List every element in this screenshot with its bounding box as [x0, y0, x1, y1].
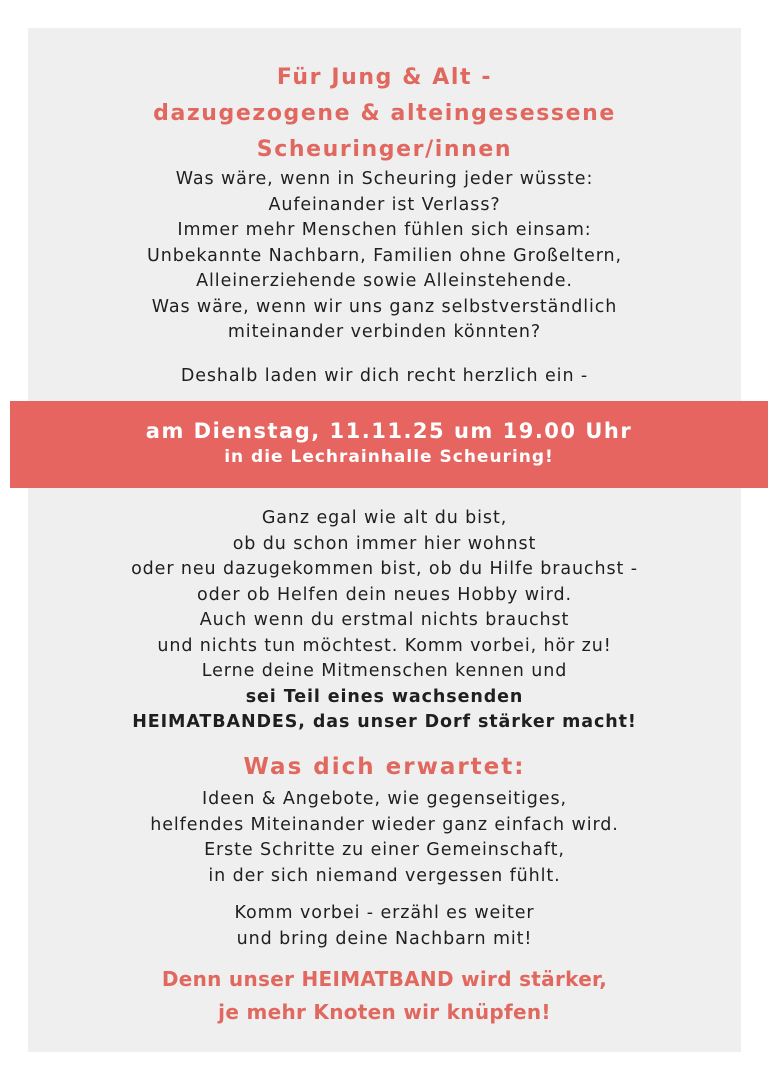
expectation-line: helfendes Miteinander wieder ganz einfach wird.: [150, 814, 619, 835]
welcome-line: Lerne deine Mitmenschen kennen und: [201, 661, 568, 681]
welcome-line: und nichts tun möchtest. Komm vorbei, hör zu!: [157, 635, 612, 656]
welcome-line: Auch wenn du erstmal nichts brauchst: [199, 610, 570, 630]
title-line-3: Scheuringer/innen: [256, 137, 513, 162]
event-date: am Dienstag, 11.11.25 um 19.00 Uhr: [145, 419, 633, 443]
welcome-line: ob du schon immer hier wohnst: [232, 533, 537, 554]
intro-line: Unbekannte Nachbarn, Familien ohne Großeltern,: [147, 245, 622, 266]
intro-line: Immer mehr Menschen fühlen sich einsam:: [177, 220, 592, 240]
flyer-title: [0, 60, 769, 168]
come-by-line: und bring deine Nachbarn mit!: [236, 928, 533, 949]
intro-line: Was wäre, wenn in Scheuring jeder wüsste:: [175, 169, 594, 189]
intro-line: Was wäre, wenn wir uns ganz selbstverständlich: [151, 296, 618, 317]
welcome-bold-line: sei Teil eines wachsenden: [245, 686, 524, 707]
welcome-line: oder ob Helfen dein neues Hobby wird.: [197, 584, 572, 605]
closing-slogan: [0, 963, 769, 1029]
welcome-bold-line: HEIMATBANDES, das unser Dorf stärker macht!: [132, 712, 637, 732]
expectation-line: in der sich niemand vergessen fühlt.: [208, 865, 561, 886]
title-line-1: Für Jung & Alt -: [276, 65, 493, 90]
intro-line: miteinander verbinden könnten?: [227, 322, 542, 342]
expectations-paragraph: [0, 787, 769, 889]
come-by-paragraph: [0, 901, 769, 952]
come-by-line: Komm vorbei - erzähl es weiter: [234, 903, 535, 923]
closing-line: je mehr Knoten wir knüpfen!: [218, 1000, 551, 1024]
expectation-line: Ideen & Angebote, wie gegenseitiges,: [202, 789, 567, 809]
event-banner: [10, 401, 768, 488]
invitation-line: Deshalb laden wir dich recht herzlich ein -: [180, 366, 589, 386]
expectation-line: Erste Schritte zu einer Gemeinschaft,: [204, 840, 565, 860]
intro-line: Aufeinander ist Verlass?: [268, 194, 501, 215]
intro-line: Alleinerziehende sowie Alleinstehende.: [196, 271, 573, 291]
welcome-paragraph: [0, 506, 769, 736]
event-location: in die Lechrainhalle Scheuring!: [224, 447, 554, 467]
expectations-heading: Was dich erwartet:: [243, 754, 526, 780]
closing-line: Denn unser HEIMATBAND wird stärker,: [161, 967, 608, 991]
title-line-2: dazugezogene & alteingesessene: [153, 101, 616, 126]
welcome-line: oder neu dazugekommen bist, ob du Hilfe brauchst -: [131, 559, 638, 579]
welcome-line: Ganz egal wie alt du bist,: [261, 508, 508, 528]
intro-paragraph: [0, 167, 769, 346]
